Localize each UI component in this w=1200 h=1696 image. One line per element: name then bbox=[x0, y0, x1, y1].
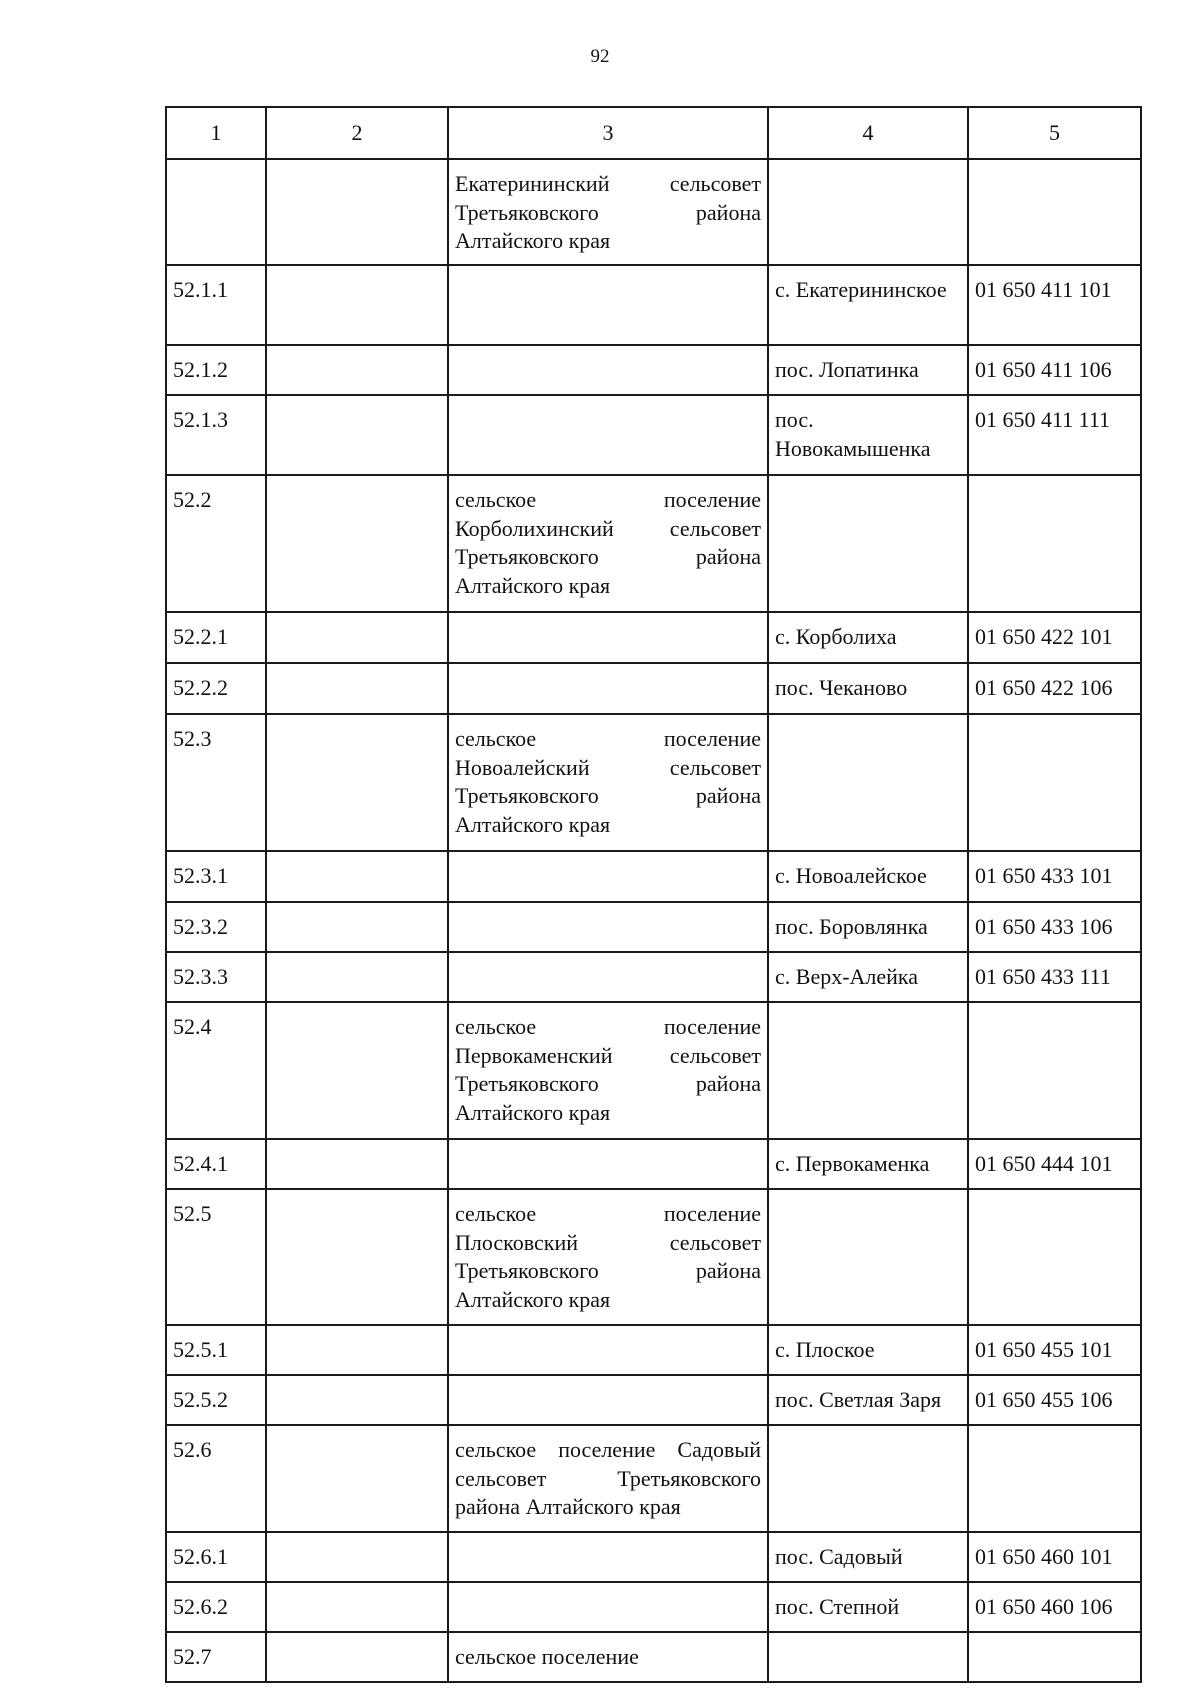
row-number: 52.6.2 bbox=[166, 1582, 266, 1632]
settlement-name bbox=[768, 714, 968, 851]
table-row bbox=[166, 1532, 1141, 1582]
row-col2 bbox=[266, 265, 448, 345]
header-col-2: 2 bbox=[266, 107, 448, 159]
row-col2 bbox=[266, 159, 448, 265]
okato-code: 01 650 411 111 bbox=[968, 395, 1141, 475]
table-row bbox=[166, 612, 1141, 663]
settlement-name: с. Новоалейское bbox=[768, 851, 968, 902]
row-number: 52.1.1 bbox=[166, 265, 266, 345]
municipality-name bbox=[448, 952, 768, 1002]
municipality-name: сельское поселение Садовый сельсовет Третьяковского района Алтайского края bbox=[448, 1425, 768, 1532]
row-number: 52.7 bbox=[166, 1632, 266, 1682]
okato-code bbox=[968, 1002, 1141, 1139]
municipality-name bbox=[448, 1139, 768, 1189]
header-col-4: 4 bbox=[768, 107, 968, 159]
row-col2 bbox=[266, 1375, 448, 1425]
table-header-row bbox=[166, 107, 1141, 159]
table-row bbox=[166, 1632, 1141, 1682]
table-row bbox=[166, 952, 1141, 1002]
settlement-name bbox=[768, 1189, 968, 1325]
row-number: 52.4 bbox=[166, 1002, 266, 1139]
row-col2 bbox=[266, 851, 448, 902]
row-number: 52.5 bbox=[166, 1189, 266, 1325]
settlement-name: пос. Лопатинка bbox=[768, 345, 968, 395]
settlement-name: пос. Чеканово bbox=[768, 663, 968, 714]
municipality-name bbox=[448, 395, 768, 475]
okato-code bbox=[968, 714, 1141, 851]
row-col2 bbox=[266, 345, 448, 395]
row-number: 52.6 bbox=[166, 1425, 266, 1532]
okato-code: 01 650 433 106 bbox=[968, 902, 1141, 952]
settlement-name: пос. Новокамышенка bbox=[768, 395, 968, 475]
table-row bbox=[166, 395, 1141, 475]
row-number: 52.1.3 bbox=[166, 395, 266, 475]
settlement-name bbox=[768, 1425, 968, 1532]
okato-code: 01 650 422 101 bbox=[968, 612, 1141, 663]
settlement-name: пос. Боровлянка bbox=[768, 902, 968, 952]
okato-code bbox=[968, 1632, 1141, 1682]
settlement-name: с. Корболиха bbox=[768, 612, 968, 663]
row-number bbox=[166, 159, 266, 265]
row-col2 bbox=[266, 1325, 448, 1375]
okato-code: 01 650 411 106 bbox=[968, 345, 1141, 395]
settlement-name bbox=[768, 159, 968, 265]
settlement-name bbox=[768, 475, 968, 612]
municipality-name bbox=[448, 1532, 768, 1582]
okato-code: 01 650 422 106 bbox=[968, 663, 1141, 714]
municipality-name bbox=[448, 663, 768, 714]
row-number: 52.5.1 bbox=[166, 1325, 266, 1375]
row-col2 bbox=[266, 1002, 448, 1139]
table-row bbox=[166, 902, 1141, 952]
okato-code bbox=[968, 1425, 1141, 1532]
municipality-name: сельское поселение Корболихинский сельсовет Третьяковского района Алтайского края bbox=[448, 475, 768, 612]
row-number: 52.5.2 bbox=[166, 1375, 266, 1425]
municipality-name bbox=[448, 902, 768, 952]
row-col2 bbox=[266, 395, 448, 475]
municipality-name: Екатерининский сельсовет Третьяковского района Алтайского края bbox=[448, 159, 768, 265]
okato-code: 01 650 460 106 bbox=[968, 1582, 1141, 1632]
okato-code bbox=[968, 1189, 1141, 1325]
table-row bbox=[166, 1325, 1141, 1375]
okato-code: 01 650 455 106 bbox=[968, 1375, 1141, 1425]
row-col2 bbox=[266, 475, 448, 612]
settlement-name: пос. Садовый bbox=[768, 1532, 968, 1582]
row-col2 bbox=[266, 1532, 448, 1582]
row-col2 bbox=[266, 952, 448, 1002]
municipality-name bbox=[448, 1582, 768, 1632]
municipality-name: сельское поселение Новоалейский сельсовет Третьяковского района Алтайского края bbox=[448, 714, 768, 851]
okato-code: 01 650 455 101 bbox=[968, 1325, 1141, 1375]
table-row bbox=[166, 1139, 1141, 1189]
settlement-name bbox=[768, 1002, 968, 1139]
settlement-name: пос. Светлая Заря bbox=[768, 1375, 968, 1425]
row-number: 52.3.1 bbox=[166, 851, 266, 902]
settlement-name: с. Екатерининское bbox=[768, 265, 968, 345]
row-col2 bbox=[266, 1189, 448, 1325]
settlement-name: с. Плоское bbox=[768, 1325, 968, 1375]
municipality-name bbox=[448, 612, 768, 663]
table-row bbox=[166, 851, 1141, 902]
settlement-name bbox=[768, 1632, 968, 1682]
header-col-1: 1 bbox=[166, 107, 266, 159]
row-number: 52.1.2 bbox=[166, 345, 266, 395]
okato-code: 01 650 433 111 bbox=[968, 952, 1141, 1002]
settlement-name: с. Первокаменка bbox=[768, 1139, 968, 1189]
table-row bbox=[166, 475, 1141, 612]
okato-code: 01 650 433 101 bbox=[968, 851, 1141, 902]
table-row bbox=[166, 1002, 1141, 1139]
table-row bbox=[166, 345, 1141, 395]
header-col-3: 3 bbox=[448, 107, 768, 159]
row-col2 bbox=[266, 1425, 448, 1532]
municipality-name bbox=[448, 345, 768, 395]
settlement-name: пос. Степной bbox=[768, 1582, 968, 1632]
okato-code bbox=[968, 159, 1141, 265]
row-col2 bbox=[266, 1632, 448, 1682]
row-number: 52.3 bbox=[166, 714, 266, 851]
row-col2 bbox=[266, 902, 448, 952]
okato-code: 01 650 444 101 bbox=[968, 1139, 1141, 1189]
row-number: 52.6.1 bbox=[166, 1532, 266, 1582]
table-row bbox=[166, 663, 1141, 714]
municipality-name bbox=[448, 851, 768, 902]
row-number: 52.2.2 bbox=[166, 663, 266, 714]
municipality-name: сельское поселение Первокаменский сельсовет Третьяковского района Алтайского края bbox=[448, 1002, 768, 1139]
municipality-name bbox=[448, 1325, 768, 1375]
row-col2 bbox=[266, 714, 448, 851]
settlements-table bbox=[165, 106, 1142, 1683]
row-col2 bbox=[266, 1582, 448, 1632]
okato-code: 01 650 411 101 bbox=[968, 265, 1141, 345]
row-col2 bbox=[266, 612, 448, 663]
okato-code bbox=[968, 475, 1141, 612]
table-row bbox=[166, 159, 1141, 265]
row-col2 bbox=[266, 663, 448, 714]
table-row bbox=[166, 1425, 1141, 1532]
row-number: 52.3.3 bbox=[166, 952, 266, 1002]
table-row bbox=[166, 265, 1141, 345]
table-row bbox=[166, 1375, 1141, 1425]
table-row bbox=[166, 714, 1141, 851]
municipality-name bbox=[448, 265, 768, 345]
row-col2 bbox=[266, 1139, 448, 1189]
row-number: 52.4.1 bbox=[166, 1139, 266, 1189]
header-col-5: 5 bbox=[968, 107, 1141, 159]
row-number: 52.3.2 bbox=[166, 902, 266, 952]
table-row bbox=[166, 1189, 1141, 1325]
page-number: 92 bbox=[590, 46, 610, 67]
settlement-name: с. Верх-Алейка bbox=[768, 952, 968, 1002]
row-number: 52.2.1 bbox=[166, 612, 266, 663]
table-row bbox=[166, 1582, 1141, 1632]
row-number: 52.2 bbox=[166, 475, 266, 612]
municipality-name: сельское поселение Плосковский сельсовет Третьяковского района Алтайского края bbox=[448, 1189, 768, 1325]
municipality-name: сельское поселение bbox=[448, 1632, 768, 1682]
okato-code: 01 650 460 101 bbox=[968, 1532, 1141, 1582]
municipality-name bbox=[448, 1375, 768, 1425]
